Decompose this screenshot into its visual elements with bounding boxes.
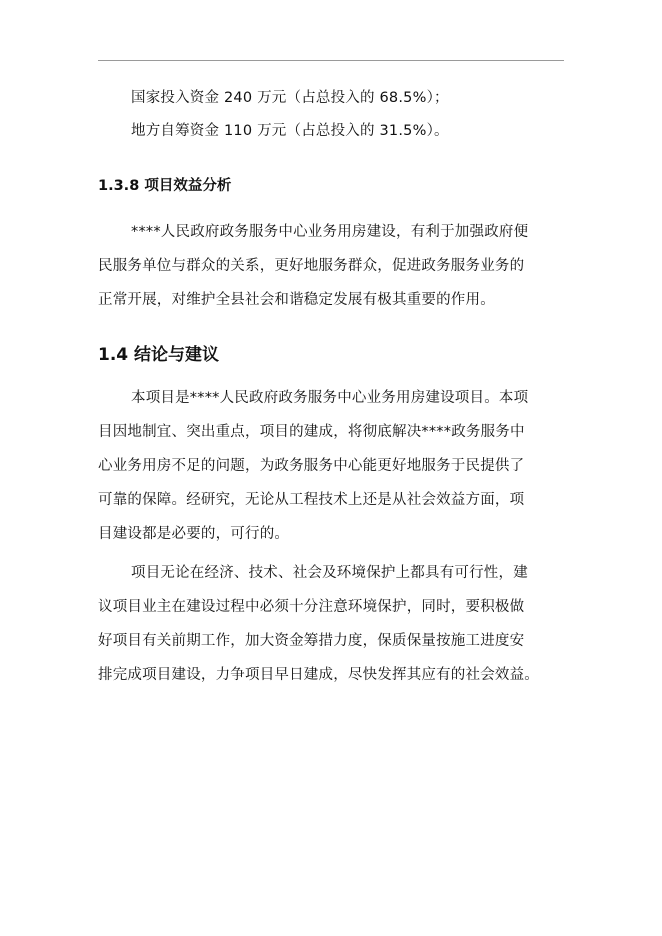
paragraph-line: ****人民政府政务服务中心业务用房建设，有利于加强政府便	[131, 224, 529, 240]
paragraph-line: 正常开展，对维护全县社会和谐稳定发展有极其重要的作用。	[98, 292, 495, 308]
header-rule	[98, 60, 564, 61]
paragraph-line: 议项目业主在建设过程中必须十分注意环境保护，同时，要积极做	[98, 599, 525, 615]
funding-local: 地方自筹资金 110 万元（占总投入的 31.5%）。	[131, 123, 449, 139]
section-1-4-title: 1.4 结论与建议	[98, 345, 220, 365]
paragraph-line: 民服务单位与群众的关系，更好地服务群众，促进政务服务业务的	[98, 258, 525, 274]
paragraph-line: 项目无论在经济、技术、社会及环境保护上都具有可行性，建	[131, 565, 528, 581]
paragraph-line: 本项目是****人民政府政务服务中心业务用房建设项目。本项	[131, 390, 529, 406]
paragraph-line: 目建设都是必要的，可行的。	[98, 526, 290, 542]
paragraph-line: 好项目有关前期工作，加大资金筹措力度，保质保量按施工进度安	[98, 633, 525, 649]
funding-national: 国家投入资金 240 万元（占总投入的 68.5%）；	[131, 90, 449, 106]
paragraph-line: 目因地制宜、突出重点，项目的建成，将彻底解决****政务服务中	[98, 424, 525, 440]
section-1-3-8-title: 1.3.8 项目效益分析	[98, 178, 232, 194]
paragraph-line: 可靠的保障。经研究，无论从工程技术上还是从社会效益方面，项	[98, 492, 525, 508]
paragraph-line: 排完成项目建设，力争项目早日建成，尽快发挥其应有的社会效益。	[98, 667, 539, 683]
paragraph-line: 心业务用房不足的问题，为政务服务中心能更好地服务于民提供了	[98, 458, 525, 474]
